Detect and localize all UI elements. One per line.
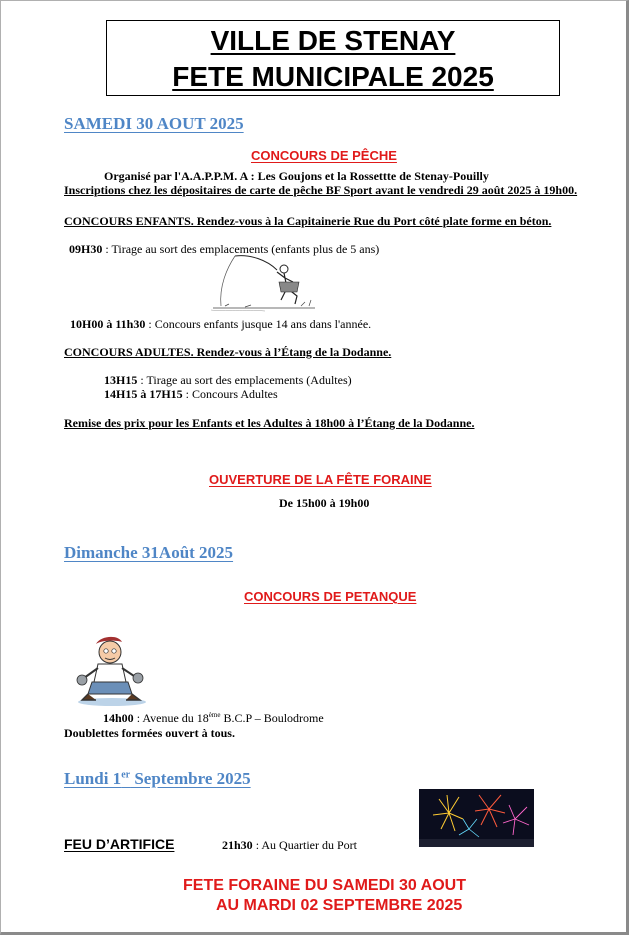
petanque-player-icon — [72, 632, 154, 708]
prize-ceremony: Remise des prix pour les Enfants et les Adultes à 18h00 à l’Étang de la Dodanne. — [64, 416, 475, 430]
title-line-2: FETE MUNICIPALE 2025 — [172, 61, 494, 92]
children-draw-time: 09H30 — [69, 242, 103, 256]
fireworks-place: : Au Quartier du Port — [252, 838, 358, 852]
fireworks-label: FEU D’ARTIFICE — [64, 836, 175, 852]
funfair-opening-heading: OUVERTURE DE LA FÊTE FORAINE — [209, 472, 432, 487]
monday-date-post: Septembre 2025 — [130, 769, 251, 788]
adults-contest-heading: CONCOURS ADULTES. Rendez-vous à l’Étang de la Dodanne. — [64, 345, 392, 359]
petanque-time: 14h00 — [103, 711, 134, 725]
adults-contest-line — [104, 387, 278, 402]
children-contest-time: 10H00 à 11h30 — [70, 317, 146, 331]
fireworks-photo-icon — [419, 789, 534, 847]
monday-date-pre: Lundi 1 — [64, 769, 122, 788]
petanque-location-sup: ème — [208, 711, 221, 719]
petanque-location-post: B.C.P – Boulodrome — [220, 711, 324, 725]
children-contest-text: : Concours enfants jusque 14 ans dans l'année. — [145, 317, 372, 331]
fishing-inscriptions: Inscriptions chez les dépositaires de carte de pêche BF Sport avant le vendredi 29 août 2025 à 19h00. — [64, 183, 578, 197]
fishing-organiser: Organisé par l'A.A.P.P.M. A : Les Goujons et la Rossettte de Stenay-Pouilly — [104, 169, 489, 183]
title-line-1: VILLE DE STENAY — [210, 25, 456, 56]
funfair-dates-line-2: AU MARDI 02 SEPTEMBRE 2025 — [216, 897, 463, 914]
adults-draw-line — [104, 373, 352, 388]
petanque-format: Doublettes formées ouvert à tous. — [64, 726, 235, 740]
fishing-contest-heading: CONCOURS DE PÊCHE — [251, 148, 397, 163]
funfair-dates-line-1: FETE FORAINE DU SAMEDI 30 AOUT — [183, 877, 466, 894]
fireworks-line — [222, 838, 357, 853]
fireworks-time: 21h30 — [222, 838, 253, 852]
children-draw-text: : Tirage au sort des emplacements (enfants plus de 5 ans) — [102, 242, 380, 256]
children-contest-line — [70, 317, 371, 332]
monday-date-heading — [64, 769, 251, 789]
adults-contest-text: : Concours Adultes — [182, 387, 278, 401]
children-contest-heading: CONCOURS ENFANTS. Rendez-vous à la Capitainerie Rue du Port côté plate forme en béton. — [64, 214, 552, 228]
sunday-date-heading: Dimanche 31Août 2025 — [64, 543, 234, 562]
petanque-contest-heading: CONCOURS DE PETANQUE — [244, 589, 417, 604]
funfair-hours: De 15h00 à 19h00 — [279, 496, 370, 510]
adults-draw-text: : Tirage au sort des emplacements (Adultes) — [137, 373, 352, 387]
adults-draw-time: 13H15 — [104, 373, 138, 387]
petanque-location-pre: : Avenue du 18 — [133, 711, 209, 725]
monday-date-sup: er — [121, 769, 131, 781]
petanque-location-line — [103, 711, 324, 726]
saturday-date-heading: SAMEDI 30 AOUT 2025 — [64, 114, 244, 133]
adults-contest-time: 14H15 à 17H15 — [104, 387, 183, 401]
title-box — [106, 20, 560, 96]
fisherman-sketch-icon — [205, 252, 323, 314]
